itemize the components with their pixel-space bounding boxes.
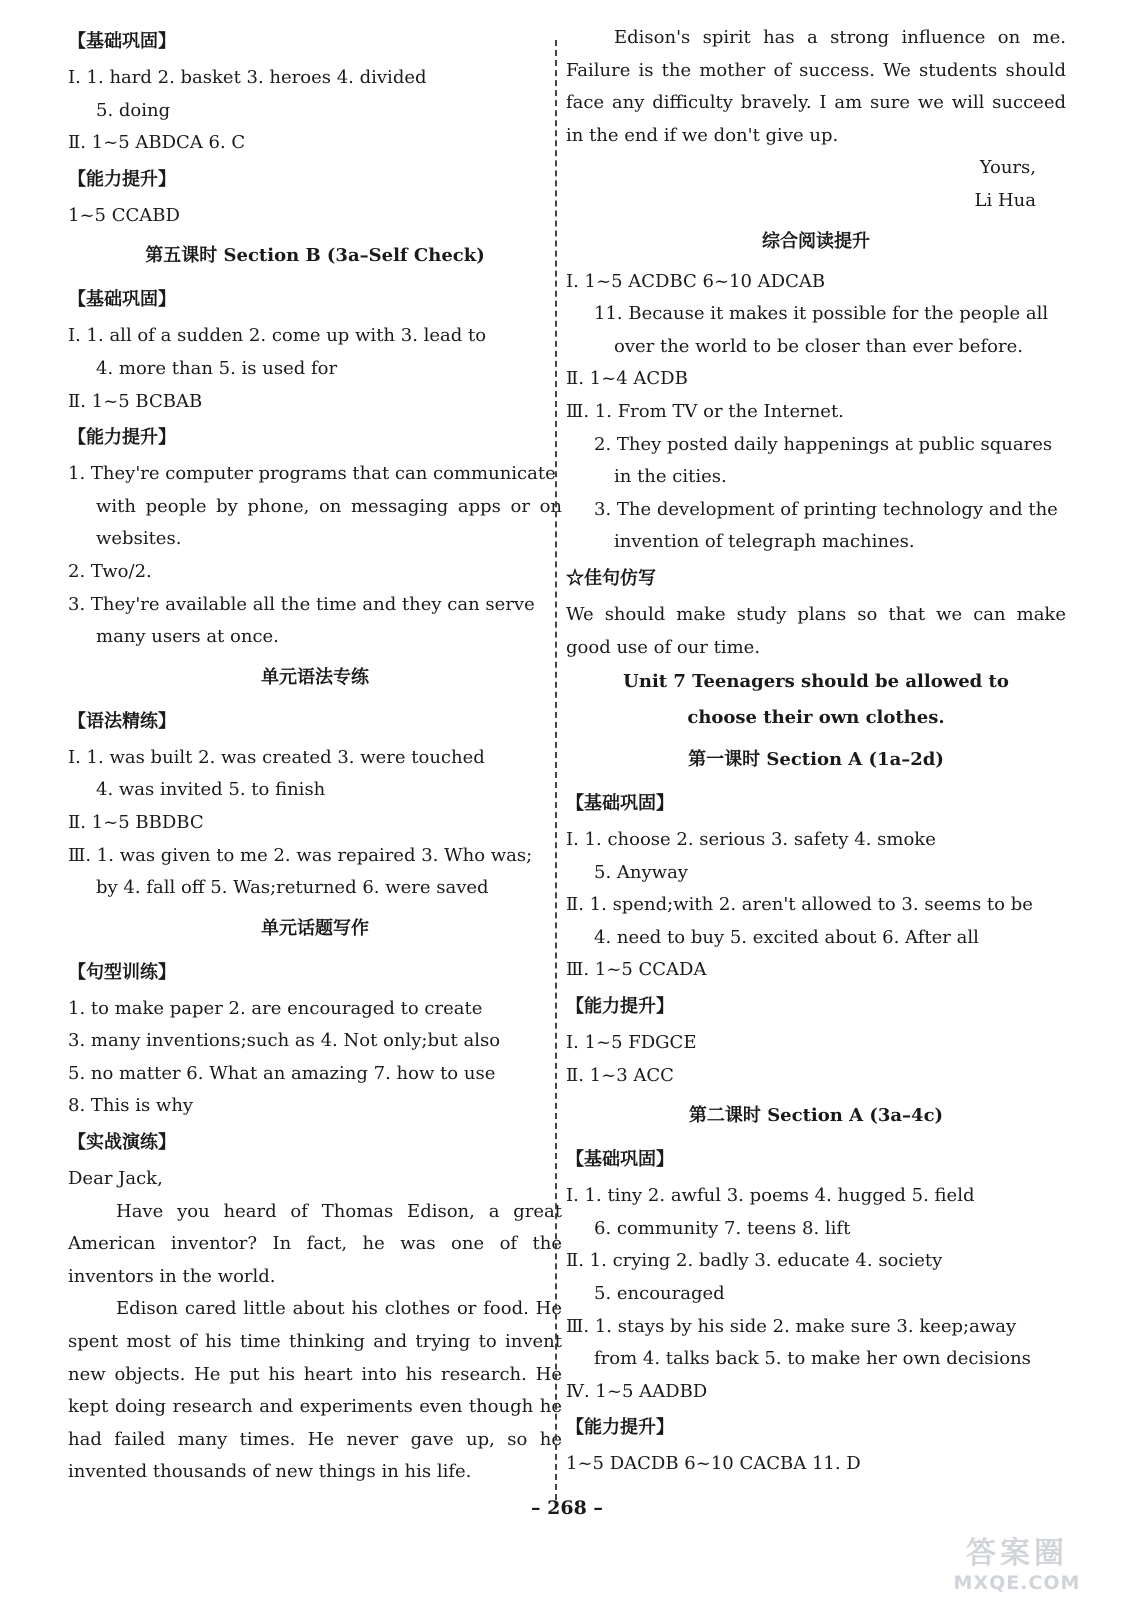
subsection-heading: 【语法精练】 bbox=[68, 710, 176, 732]
answer-line: by 4. fall off 5. Was;returned 6. were saved bbox=[96, 877, 489, 899]
watermark-logo bbox=[922, 1528, 1112, 1594]
essay-line: Have you heard of Thomas Edison, a great bbox=[116, 1200, 562, 1222]
subsection-heading: 【基础巩固】 bbox=[68, 31, 176, 52]
column-divider bbox=[555, 40, 557, 1500]
answer-line: 1~5 DACDB 6~10 CACBA 11. D bbox=[566, 1453, 861, 1475]
essay-line: kept doing research and experiments even though he bbox=[68, 1396, 562, 1418]
answer-line: invention of telegraph machines. bbox=[614, 531, 915, 553]
answer-line: 3. The development of printing technology and the bbox=[594, 498, 1058, 520]
answer-line: Ⅰ. 1. tiny 2. awful 3. poems 4. hugged 5. field bbox=[566, 1185, 975, 1207]
answer-line: Ⅲ. 1~5 CCADA bbox=[566, 959, 707, 981]
right-column bbox=[566, 22, 1066, 1481]
answer-line: Ⅱ. 1. spend;with 2. aren't allowed to 3. seems to be bbox=[566, 894, 1033, 916]
answer-line: many users at once. bbox=[96, 626, 279, 648]
answer-line: Ⅲ. 1. was given to me 2. was repaired 3. Who was; bbox=[68, 844, 533, 866]
answer-line: Ⅰ. 1~5 FDGCE bbox=[566, 1032, 697, 1054]
subsection-heading: 【能力提升】 bbox=[566, 1417, 674, 1439]
answer-line: 8. This is why bbox=[68, 1095, 194, 1117]
essay-line: face any difficulty bravely. I am sure we will succeed bbox=[566, 92, 1066, 114]
subsection-heading: 【句型训练】 bbox=[68, 961, 176, 983]
answer-line: 5. Anyway bbox=[594, 861, 688, 883]
essay-line: inventors in the world. bbox=[68, 1265, 276, 1287]
subsection-heading: 【能力提升】 bbox=[566, 996, 674, 1018]
answer-line: Ⅱ. 1. crying 2. badly 3. educate 4. society bbox=[566, 1250, 943, 1272]
answer-line: Ⅰ. 1. hard 2. basket 3. heroes 4. divided bbox=[68, 67, 427, 88]
answer-line: Ⅳ. 1~5 AADBD bbox=[566, 1380, 708, 1402]
answer-line: Ⅰ. 1. choose 2. serious 3. safety 4. smoke bbox=[566, 829, 936, 851]
subsection-heading: ☆佳句仿写 bbox=[566, 567, 656, 589]
answer-line: with people by phone, on messaging apps or on bbox=[96, 495, 562, 517]
watermark-url: MXQE.COM bbox=[953, 1572, 1081, 1594]
answer-line: Ⅱ. 1~5 BCBAB bbox=[68, 390, 203, 412]
answer-line: Ⅲ. 1. stays by his side 2. make sure 3. keep;away bbox=[566, 1315, 1017, 1337]
essay-line: had failed many times. He never gave up, so he bbox=[68, 1428, 562, 1450]
section-title: 第二课时 Section A (3a–4c) bbox=[688, 1105, 944, 1127]
watermark-text: 答案圈 bbox=[966, 1536, 1068, 1571]
answer-line: Ⅱ. 1~5 ABDCA 6. C bbox=[68, 132, 246, 154]
unit-title: Unit 7 Teenagers should be allowed to bbox=[623, 671, 1009, 693]
answer-line: Ⅱ. 1~5 BBDBC bbox=[68, 811, 204, 833]
answer-line: 1~5 CCABD bbox=[68, 204, 180, 226]
subsection-heading: 【实战演练】 bbox=[68, 1132, 176, 1154]
essay-line: American inventor? In fact, he was one of the bbox=[68, 1233, 562, 1255]
answer-line: in the cities. bbox=[614, 466, 727, 488]
page-number: – 268 – bbox=[531, 1497, 603, 1519]
essay-line: invented thousands of new things in his life. bbox=[68, 1461, 472, 1483]
answer-line: 5. encouraged bbox=[594, 1283, 725, 1305]
essay-line: Edison's spirit has a strong influence on me. bbox=[614, 27, 1066, 48]
answer-line: 3. many inventions;such as 4. Not only;but also bbox=[68, 1030, 501, 1052]
section-title: 第一课时 Section A (1a–2d) bbox=[688, 749, 944, 771]
essay-line: in the end if we don't give up. bbox=[566, 124, 839, 146]
answer-line: 4. was invited 5. to finish bbox=[96, 779, 326, 801]
section-title: 单元话题写作 bbox=[261, 917, 369, 939]
answer-line: 4. more than 5. is used for bbox=[96, 357, 338, 379]
answer-line: Ⅱ. 1~3 ACC bbox=[566, 1064, 674, 1086]
answer-line: 1. They're computer programs that can communicate bbox=[68, 463, 556, 485]
unit-title: choose their own clothes. bbox=[687, 707, 945, 729]
answer-line: Ⅲ. 1. From TV or the Internet. bbox=[566, 400, 844, 422]
section-title: 第五课时 Section B (3a–Self Check) bbox=[145, 245, 485, 267]
subsection-heading: 【基础巩固】 bbox=[68, 289, 176, 311]
subsection-heading: 【能力提升】 bbox=[68, 427, 176, 449]
letter-closing: Yours, bbox=[979, 157, 1036, 179]
answer-line: 5. no matter 6. What an amazing 7. how to use bbox=[68, 1062, 496, 1084]
answer-line: Ⅰ. 1. was built 2. was created 3. were touched bbox=[68, 746, 485, 768]
section-title: 综合阅读提升 bbox=[762, 230, 870, 252]
answer-line: 1. to make paper 2. are encouraged to create bbox=[68, 997, 483, 1019]
answer-line: Ⅰ. 1. all of a sudden 2. come up with 3. lead to bbox=[68, 325, 487, 347]
essay-line: Failure is the mother of success. We students should bbox=[566, 59, 1066, 81]
answer-line: Dear Jack, bbox=[68, 1168, 163, 1190]
essay-line: new objects. He put his heart into his research. He bbox=[68, 1363, 562, 1385]
subsection-heading: 【能力提升】 bbox=[68, 168, 176, 190]
left-column bbox=[68, 22, 562, 1489]
subsection-heading: 【基础巩固】 bbox=[566, 1149, 674, 1171]
essay-line: Edison cared little about his clothes or food. He bbox=[116, 1298, 562, 1320]
answer-line: Ⅰ. 1~5 ACDBC 6~10 ADCAB bbox=[566, 270, 826, 292]
subsection-heading: 【基础巩固】 bbox=[566, 793, 674, 815]
letter-closing: Li Hua bbox=[974, 189, 1036, 211]
answer-line: websites. bbox=[96, 528, 182, 550]
answer-line: from 4. talks back 5. to make her own decisions bbox=[594, 1348, 1031, 1370]
answer-line: 11. Because it makes it possible for the people all bbox=[594, 303, 1049, 325]
answer-line: Ⅱ. 1~4 ACDB bbox=[566, 368, 688, 390]
essay-line: We should make study plans so that we can make bbox=[566, 603, 1066, 625]
essay-line: spent most of his time thinking and trying to invent bbox=[68, 1331, 562, 1353]
answer-line: over the world to be closer than ever before. bbox=[614, 335, 1023, 357]
answer-line: 5. doing bbox=[96, 99, 171, 121]
answer-line: 2. They posted daily happenings at public squares bbox=[594, 433, 1053, 455]
essay-line: good use of our time. bbox=[566, 636, 761, 658]
answer-line: 6. community 7. teens 8. lift bbox=[594, 1217, 851, 1239]
section-title: 单元语法专练 bbox=[261, 666, 369, 688]
answer-line: 2. Two/2. bbox=[68, 560, 152, 582]
answer-line: 4. need to buy 5. excited about 6. After all bbox=[594, 926, 979, 948]
answer-line: 3. They're available all the time and they can serve bbox=[68, 593, 535, 615]
